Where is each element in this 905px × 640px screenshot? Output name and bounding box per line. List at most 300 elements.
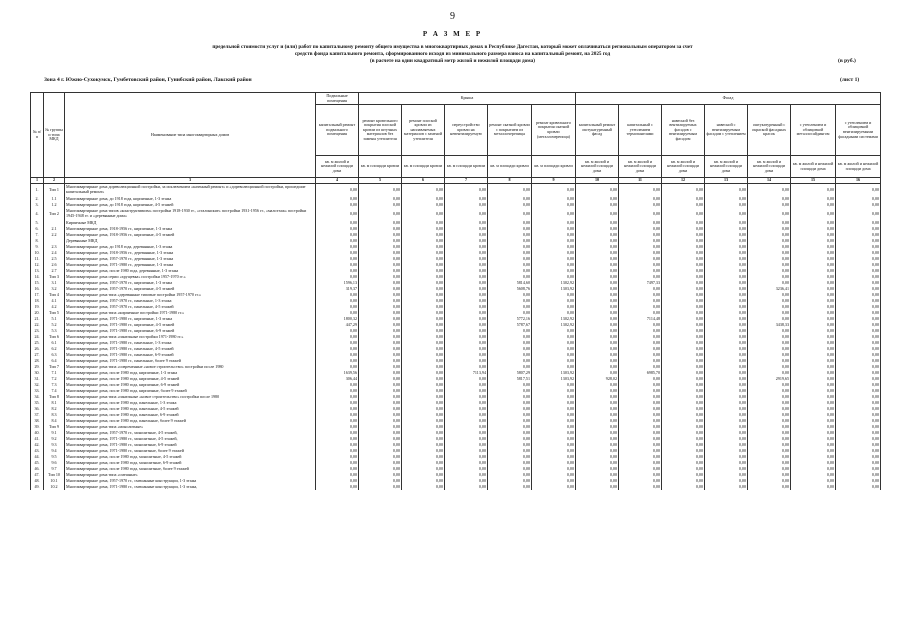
row-value: 0,00 xyxy=(748,478,791,484)
row-value: 0,00 xyxy=(532,256,576,262)
row-value: 0,00 xyxy=(576,256,619,262)
row-name: Деревянные МКД xyxy=(65,238,316,244)
row-value: 0,00 xyxy=(619,310,662,316)
header-colnum-6: 6 xyxy=(402,178,445,184)
row-value: 0,00 xyxy=(748,460,791,466)
row-value: 0,00 xyxy=(576,286,619,292)
row-value: 0,00 xyxy=(488,442,532,448)
row-name: Многоквартирные дома, 1971-1980 гг., панельные, 1-3 этажа xyxy=(65,340,316,346)
row-number: 33. xyxy=(31,388,44,394)
header-basement: Подвальные помещения xyxy=(316,93,359,105)
row-value: 0,00 xyxy=(791,424,836,430)
row-value: 0,00 xyxy=(662,208,705,220)
row-value: 0,00 xyxy=(402,454,445,460)
row-value: 0,00 xyxy=(705,394,748,400)
row-value: 0,00 xyxy=(791,238,836,244)
row-number: 21. xyxy=(31,316,44,322)
row-value: 0,00 xyxy=(705,238,748,244)
header-sub-4: переустройство кровли на невентилируемую xyxy=(445,105,488,156)
row-value: 0,00 xyxy=(359,310,402,316)
row-value: 0,00 xyxy=(836,400,881,406)
header-sub-10: навесной с вентилируемым фасадом с утеплением xyxy=(705,105,748,156)
row-value: 0,00 xyxy=(445,430,488,436)
row-value: 1303,92 xyxy=(532,376,576,382)
row-value: 0,00 xyxy=(619,448,662,454)
header-unit-13: кв. м жилой и нежилой площади дома xyxy=(836,156,881,178)
row-value: 0,00 xyxy=(445,232,488,238)
row-value: 0,00 xyxy=(576,328,619,334)
row-value: 0,00 xyxy=(662,196,705,202)
row-value: 0,00 xyxy=(619,376,662,382)
row-value: 0,00 xyxy=(705,352,748,358)
row-value: 0,00 xyxy=(836,478,881,484)
row-value: 0,00 xyxy=(445,286,488,292)
row-group: 10.1 xyxy=(44,478,65,484)
row-value: 0,00 xyxy=(619,238,662,244)
row-value: 0,00 xyxy=(445,220,488,226)
row-value: 0,00 xyxy=(488,220,532,226)
row-value: 0,00 xyxy=(748,418,791,424)
row-group: Тип 5 xyxy=(44,310,65,316)
row-number: 25. xyxy=(31,340,44,346)
row-value: 0,00 xyxy=(791,478,836,484)
row-value: 0,00 xyxy=(705,448,748,454)
row-value: 0,00 xyxy=(488,400,532,406)
row-group: 3.2 xyxy=(44,286,65,292)
row-value: 0,00 xyxy=(836,220,881,226)
row-value: 0,00 xyxy=(748,232,791,238)
row-value: 0,00 xyxy=(662,250,705,256)
row-value: 7114,48 xyxy=(619,316,662,322)
row-value: 0,00 xyxy=(662,238,705,244)
row-value: 0,00 xyxy=(402,484,445,490)
row-value: 0,00 xyxy=(359,418,402,424)
row-value: 0,00 xyxy=(748,412,791,418)
row-value: 5608,76 xyxy=(488,286,532,292)
row-value: 306,44 xyxy=(316,376,359,382)
row-value: 0,00 xyxy=(705,292,748,298)
row-number: 5. xyxy=(31,220,44,226)
row-name: Многоквартирные дома типов «конструктивизм» постройки 1918-1930 гг., «сталинские» постройки 1931-1956 гг., «малоэтаж» постройки 1945-1948 гг. и «деревянные дома» xyxy=(65,208,316,220)
header-sub-8: капитальный с утеплением термопанелями xyxy=(619,105,662,156)
row-value: 0,00 xyxy=(705,274,748,280)
row-name: Многоквартирные дома, 1971-1980 гг., монолитные, более 9 этажей xyxy=(65,448,316,454)
row-value: 0,00 xyxy=(402,472,445,478)
row-name: Многоквартирные дома, 1957-1970 гг., кирпичные, 4-5 этажей xyxy=(65,286,316,292)
row-group: 2.1 xyxy=(44,226,65,232)
header-unit-12: кв. м жилой и нежилой площади дома xyxy=(791,156,836,178)
row-value: 0,00 xyxy=(402,394,445,400)
row-value: 0,00 xyxy=(576,424,619,430)
row-value: 0,00 xyxy=(316,430,359,436)
row-value: 0,00 xyxy=(488,382,532,388)
row-value: 0,00 xyxy=(316,238,359,244)
row-value: 0,00 xyxy=(576,358,619,364)
row-value: 0,00 xyxy=(532,442,576,448)
row-value: 0,00 xyxy=(402,220,445,226)
row-number: 6. xyxy=(31,226,44,232)
row-value: 0,00 xyxy=(748,208,791,220)
row-value: 0,00 xyxy=(705,358,748,364)
row-name: Многоквартирные дома типа «панельные постройки 1971-1980 гг.» xyxy=(65,334,316,340)
row-value: 7497,33 xyxy=(619,280,662,286)
header-colnum-4: 4 xyxy=(316,178,359,184)
row-name: Многоквартирные дома, 1971-1980 гг., монолитные, 6-9 этажей xyxy=(65,442,316,448)
row-value: 0,00 xyxy=(619,424,662,430)
row-value: 0,00 xyxy=(576,412,619,418)
row-name: Многоквартирные дома, после 1980 года, панельные, более 9 этажей xyxy=(65,418,316,424)
row-number: 44. xyxy=(31,454,44,460)
row-value: 0,00 xyxy=(445,400,488,406)
row-value: 0,00 xyxy=(705,322,748,328)
row-group: Тип 1 xyxy=(44,184,65,197)
row-number: 16. xyxy=(31,286,44,292)
row-value: 0,00 xyxy=(705,472,748,478)
header-colnum-3: 3 xyxy=(65,178,316,184)
row-group: 9.4 xyxy=(44,448,65,454)
row-value: 0,00 xyxy=(748,352,791,358)
row-value: 0,00 xyxy=(402,334,445,340)
row-value: 0,00 xyxy=(576,202,619,208)
row-value: 0,00 xyxy=(791,280,836,286)
row-value: 0,00 xyxy=(359,256,402,262)
subtitle-line-3: (в расчете на один квадратный метр жилой и нежилой площади дома) xyxy=(370,58,535,64)
row-value: 0,00 xyxy=(532,202,576,208)
row-value: 0,00 xyxy=(791,244,836,250)
row-value: 0,00 xyxy=(445,376,488,382)
row-value: 5814,60 xyxy=(488,280,532,286)
row-value: 0,00 xyxy=(791,430,836,436)
row-name: Многоквартирные дома, после 1980 года, монолитные, более 9 этажей xyxy=(65,466,316,472)
row-value: 0,00 xyxy=(532,220,576,226)
row-value: 0,00 xyxy=(316,346,359,352)
row-value: 0,00 xyxy=(532,184,576,197)
row-value: 0,00 xyxy=(705,478,748,484)
row-value: 0,00 xyxy=(836,346,881,352)
row-value: 0,00 xyxy=(619,352,662,358)
row-name: Многоквартирные дома типа «монолитные» xyxy=(65,424,316,430)
row-value: 0,00 xyxy=(836,298,881,304)
row-name: Многоквартирные дома, 1971-1980 гг., деревянные, 1-3 этажа xyxy=(65,262,316,268)
row-value: 0,00 xyxy=(791,340,836,346)
row-value: 0,00 xyxy=(662,232,705,238)
row-value: 0,00 xyxy=(836,412,881,418)
row-value: 0,00 xyxy=(748,328,791,334)
row-value: 6985,70 xyxy=(619,370,662,376)
row-value: 0,00 xyxy=(705,232,748,238)
row-value: 0,00 xyxy=(662,418,705,424)
header-sub-12: с утеплением и облицовкой металлосайдингом xyxy=(791,105,836,156)
subtitle-line-2: средств фонда капитального ремонта, сформированного исходя из минимального размера взноса на капитальный ремонт, на 2025 год xyxy=(294,51,611,57)
row-value: 0,00 xyxy=(748,424,791,430)
row-value: 0,00 xyxy=(359,268,402,274)
row-group: 7.2 xyxy=(44,376,65,382)
row-group: 9.7 xyxy=(44,466,65,472)
row-value: 0,00 xyxy=(791,262,836,268)
row-number: 10. xyxy=(31,250,44,256)
row-value: 0,00 xyxy=(748,274,791,280)
row-group: 8.1 xyxy=(44,400,65,406)
row-value: 0,00 xyxy=(791,334,836,340)
row-value: 0,00 xyxy=(836,310,881,316)
row-value: 0,00 xyxy=(359,412,402,418)
row-value: 0,00 xyxy=(791,454,836,460)
row-value: 0,00 xyxy=(532,232,576,238)
row-name: Многоквартирные дома типа «деревянные типовые постройки 1957-1970 гг.» xyxy=(65,292,316,298)
document-title: Р А З М Е Р xyxy=(422,30,483,38)
row-value: 0,00 xyxy=(748,220,791,226)
row-group: 6.4 xyxy=(44,358,65,364)
row-value: 0,00 xyxy=(748,244,791,250)
row-group: 10.2 xyxy=(44,484,65,490)
row-value: 0,00 xyxy=(445,460,488,466)
row-value: 0,00 xyxy=(532,298,576,304)
currency-unit: (в руб.) xyxy=(838,58,856,64)
row-value: 0,00 xyxy=(836,304,881,310)
row-value: 0,00 xyxy=(445,202,488,208)
row-name: Многоквартирные дома, 1971-1980 гг., панельные, 6-9 этажей xyxy=(65,352,316,358)
row-group: 6.3 xyxy=(44,352,65,358)
row-value: 0,00 xyxy=(402,256,445,262)
row-group: 1.2 xyxy=(44,202,65,208)
row-value: 0,00 xyxy=(445,352,488,358)
row-value: 0,00 xyxy=(748,406,791,412)
row-name: Многоквартирные дома, после 1980 года, монолитные, 4-5 этажей xyxy=(65,454,316,460)
row-value: 0,00 xyxy=(316,388,359,394)
row-value: 0,00 xyxy=(619,442,662,448)
row-value: 0,00 xyxy=(316,436,359,442)
row-value: 0,00 xyxy=(705,400,748,406)
row-group: 6.1 xyxy=(44,340,65,346)
row-value: 0,00 xyxy=(791,232,836,238)
row-value: 0,00 xyxy=(445,334,488,340)
row-number: 40. xyxy=(31,430,44,436)
header-colnum-10: 10 xyxy=(576,178,619,184)
row-value: 0,00 xyxy=(705,346,748,352)
row-value: 0,00 xyxy=(359,358,402,364)
row-value: 0,00 xyxy=(359,424,402,430)
row-value: 0,00 xyxy=(576,298,619,304)
row-value: 0,00 xyxy=(402,418,445,424)
row-number: 11. xyxy=(31,256,44,262)
row-value: 0,00 xyxy=(791,328,836,334)
row-value: 0,00 xyxy=(359,196,402,202)
row-value: 0,00 xyxy=(402,184,445,197)
row-value: 0,00 xyxy=(576,478,619,484)
row-value: 0,00 xyxy=(791,436,836,442)
row-value: 0,00 xyxy=(402,376,445,382)
header-unit-10: кв. м жилой и нежилой площади дома xyxy=(705,156,748,178)
row-group: 9.5 xyxy=(44,454,65,460)
header-unit-6: кв. м площади кровли xyxy=(532,156,576,178)
header-sub-3: ремонт плоской кровли из наплавляемых материалов с заменой утеплителя xyxy=(402,105,445,156)
row-value: 0,00 xyxy=(705,244,748,250)
row-number: 14. xyxy=(31,274,44,280)
row-value: 0,00 xyxy=(576,394,619,400)
row-value: 0,00 xyxy=(791,316,836,322)
row-value: 0,00 xyxy=(488,238,532,244)
row-group: 9.6 xyxy=(44,460,65,466)
row-value: 0,00 xyxy=(705,304,748,310)
row-number: 42. xyxy=(31,442,44,448)
row-value: 0,00 xyxy=(359,304,402,310)
header-unit-8: кв. м жилой и нежилой площади дома xyxy=(619,156,662,178)
row-value: 0,00 xyxy=(445,268,488,274)
row-value: 0,00 xyxy=(791,292,836,298)
row-value: 0,00 xyxy=(359,442,402,448)
row-number: 8. xyxy=(31,238,44,244)
row-value: 1302,92 xyxy=(532,322,576,328)
row-name: Многоквартирные дома, 1957-1970 гг., деревянные, 1-3 этажа xyxy=(65,256,316,262)
row-value: 0,00 xyxy=(705,340,748,346)
row-value: 0,00 xyxy=(532,454,576,460)
row-value: 0,00 xyxy=(619,322,662,328)
row-value: 5772,16 xyxy=(488,316,532,322)
header-sub-5: ремонт скатной кровли с покрытием из металлочерепицы xyxy=(488,105,532,156)
header-group: № группы и типа МКД xyxy=(44,93,65,178)
row-value: 0,00 xyxy=(532,424,576,430)
row-value: 0,00 xyxy=(532,478,576,484)
row-value: 0,00 xyxy=(316,460,359,466)
row-value: 0,00 xyxy=(316,406,359,412)
row-value: 0,00 xyxy=(791,382,836,388)
row-value: 0,00 xyxy=(662,322,705,328)
row-value: 0,00 xyxy=(619,478,662,484)
row-value: 447,29 xyxy=(316,322,359,328)
row-value: 0,00 xyxy=(791,352,836,358)
row-value: 0,00 xyxy=(532,196,576,202)
row-value: 0,00 xyxy=(445,424,488,430)
row-value: 0,00 xyxy=(316,352,359,358)
header-unit-9: кв. м жилой и нежилой площади дома xyxy=(662,156,705,178)
row-value: 0,00 xyxy=(836,322,881,328)
row-value: 0,00 xyxy=(359,262,402,268)
row-name: Многоквартирные дома дореволюционной постройки, за исключением «казенный ремонт» и «дореволюционной постройки, прошедшие капитальный ремонт» xyxy=(65,184,316,197)
row-value: 0,00 xyxy=(316,262,359,268)
row-value: 0,00 xyxy=(532,412,576,418)
row-value: 0,00 xyxy=(836,328,881,334)
row-value: 0,00 xyxy=(705,208,748,220)
row-group: Тип 4 xyxy=(44,292,65,298)
row-value: 0,00 xyxy=(576,280,619,286)
row-value: 0,00 xyxy=(445,394,488,400)
row-value: 0,00 xyxy=(836,436,881,442)
row-value: 0,00 xyxy=(662,244,705,250)
row-value: 0,00 xyxy=(532,382,576,388)
row-value: 0,00 xyxy=(359,388,402,394)
row-value: 5817,51 xyxy=(488,376,532,382)
price-table xyxy=(30,92,881,490)
row-value: 0,00 xyxy=(402,346,445,352)
row-value: 0,00 xyxy=(488,334,532,340)
row-value: 0,00 xyxy=(445,244,488,250)
row-name: Многоквартирные дома, 1957-1970 гг., смешанные конструкции, 1-3 этажа xyxy=(65,478,316,484)
row-value: 0,00 xyxy=(662,478,705,484)
row-name: Многоквартирные дома типа «кирпичные постройки 1971-1980 гг.» xyxy=(65,310,316,316)
row-value: 0,00 xyxy=(791,376,836,382)
row-value: 0,00 xyxy=(445,304,488,310)
row-value: 0,00 xyxy=(619,412,662,418)
row-value: 0,00 xyxy=(576,262,619,268)
row-name: Многоквартирные дома, 1957-1970 гг., кирпичные, 1-3 этажа xyxy=(65,280,316,286)
row-name: Многоквартирные дома, 1918-1956 гг., кирпичные, 1-3 этажа xyxy=(65,226,316,232)
row-value: 0,00 xyxy=(445,418,488,424)
row-value: 0,00 xyxy=(705,334,748,340)
row-value: 0,00 xyxy=(705,196,748,202)
row-value: 0,00 xyxy=(662,352,705,358)
row-value: 0,00 xyxy=(619,226,662,232)
row-number: 19. xyxy=(31,304,44,310)
row-group: 2.7 xyxy=(44,268,65,274)
row-value: 0,00 xyxy=(748,430,791,436)
row-value: 0,00 xyxy=(402,466,445,472)
row-name: Многоквартирные дома, после 1980 года, панельные, 4-5 этажей xyxy=(65,406,316,412)
row-value: 0,00 xyxy=(791,304,836,310)
row-value: 0,00 xyxy=(532,472,576,478)
row-value: 0,00 xyxy=(619,232,662,238)
row-number: 32. xyxy=(31,382,44,388)
row-name: Многоквартирные дома, 1971-1980 гг., панельные, 4-5 этажей xyxy=(65,346,316,352)
row-value: 0,00 xyxy=(576,226,619,232)
row-value: 0,00 xyxy=(748,334,791,340)
row-value: 0,00 xyxy=(748,484,791,490)
row-value: 0,00 xyxy=(445,316,488,322)
row-name: Многоквартирные дома, 1918-1956 гг., деревянные, 1-3 этажа xyxy=(65,250,316,256)
row-value: 0,00 xyxy=(402,298,445,304)
row-group: 4.2 xyxy=(44,304,65,310)
row-number: 37. xyxy=(31,412,44,418)
row-value: 0,00 xyxy=(402,226,445,232)
row-value: 1639,56 xyxy=(316,370,359,376)
row-value: 0,00 xyxy=(402,430,445,436)
row-value: 0,00 xyxy=(576,196,619,202)
row-value: 0,00 xyxy=(836,232,881,238)
sheet-label: (лист 1) xyxy=(840,77,860,83)
row-value: 0,00 xyxy=(359,376,402,382)
row-value: 0,00 xyxy=(791,268,836,274)
row-value: 0,00 xyxy=(488,472,532,478)
row-group: 5.3 xyxy=(44,328,65,334)
row-value: 0,00 xyxy=(316,424,359,430)
row-value: 5787,67 xyxy=(488,322,532,328)
header-unit-11: кв. м жилой и нежилой площади дома xyxy=(748,156,791,178)
row-value: 0,00 xyxy=(791,472,836,478)
row-value: 0,00 xyxy=(836,472,881,478)
row-value: 0,00 xyxy=(791,298,836,304)
row-value: 0,00 xyxy=(445,256,488,262)
row-number: 29. xyxy=(31,364,44,370)
row-group: 3.1 xyxy=(44,280,65,286)
row-value: 0,00 xyxy=(316,334,359,340)
row-value: 0,00 xyxy=(748,436,791,442)
row-value: 0,00 xyxy=(445,484,488,490)
row-value: 0,00 xyxy=(488,268,532,274)
row-group: 6.2 xyxy=(44,346,65,352)
row-value: 0,00 xyxy=(359,238,402,244)
row-value: 0,00 xyxy=(445,262,488,268)
row-value: 0,00 xyxy=(445,280,488,286)
header-colnum-1: 1 xyxy=(31,178,44,184)
row-value: 0,00 xyxy=(488,460,532,466)
row-number: 24. xyxy=(31,334,44,340)
row-value: 0,00 xyxy=(488,388,532,394)
row-value: 0,00 xyxy=(791,322,836,328)
row-value: 0,00 xyxy=(619,400,662,406)
row-value: 0,00 xyxy=(791,208,836,220)
row-value: 0,00 xyxy=(359,400,402,406)
row-value: 0,00 xyxy=(576,220,619,226)
header-unit-3: кв. м площади кровли xyxy=(402,156,445,178)
